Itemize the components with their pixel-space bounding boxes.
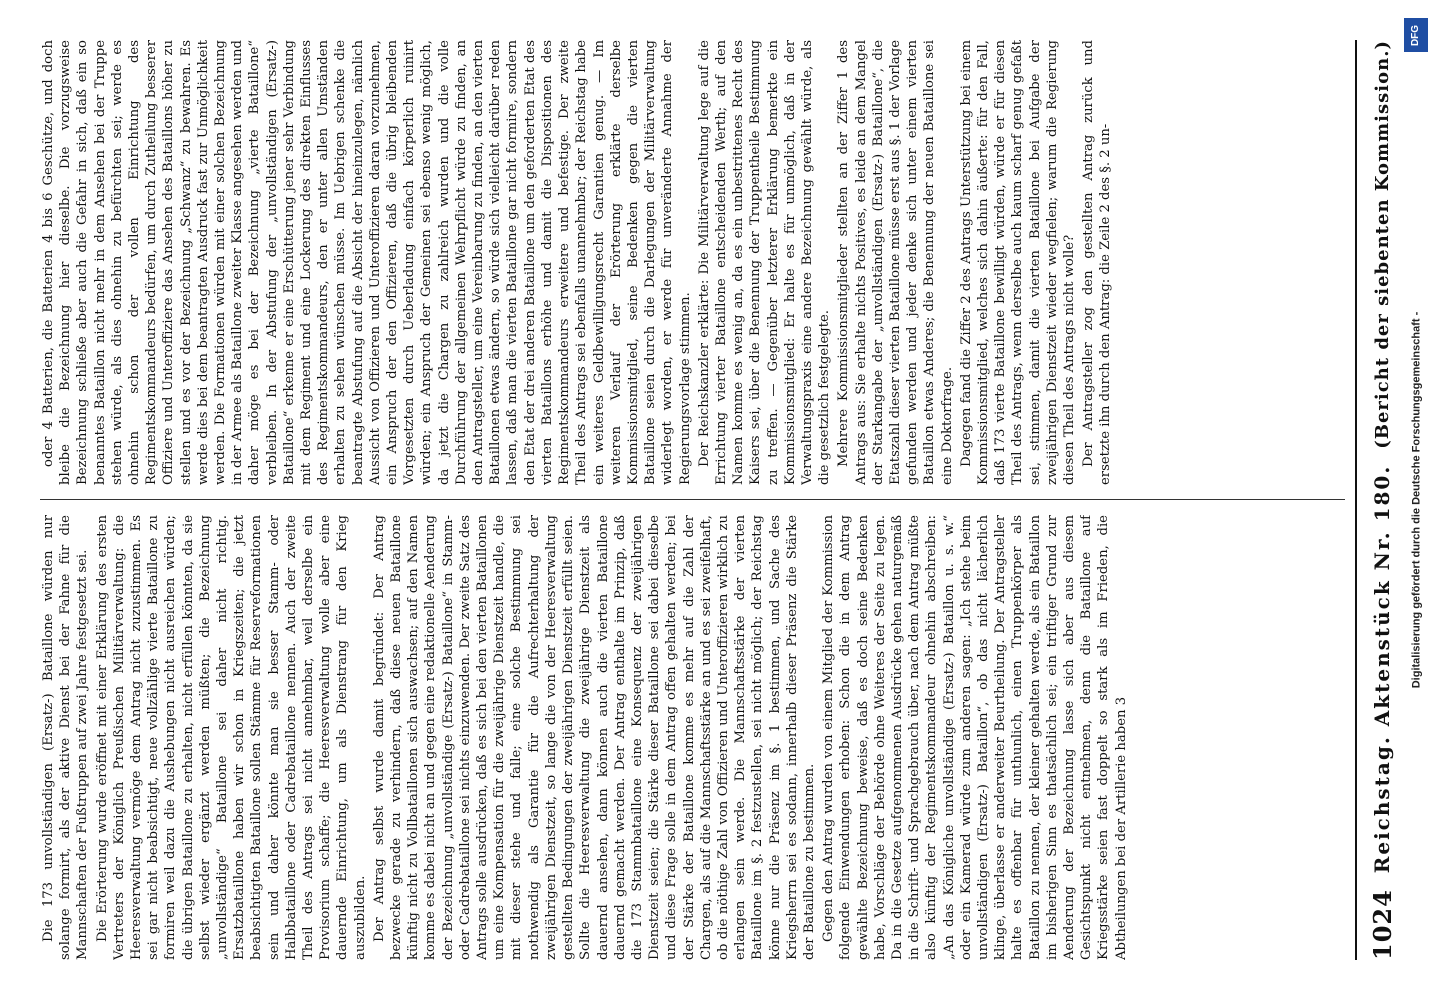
paragraph: Mehrere Kommissionsmitglieder stellten an der Ziffer 1 des Antrags aus: Sie erhalte nichts Positives, es leide an dem Mangel der Starkangabe der „unvollständigen (Ersatz-) Bataillone“, die Etatszahl dieser vierten Bataillone müsse erst aus §. 1 der Vorlage gefunden werden und jeder denke sich unter einem vierten Bataillon etwas Anderes; die Benennung der neuen Bataillone sei eine Doktorfrage. <box>836 40 955 485</box>
paragraph: Der Reichskanzler erklärte: Die Militärverwaltung lege auf die Errichtung vierter Bataillone entscheidenden Werth; auf den Namen komme es wenig an, da es ein unbestrittenes Recht des Kaisers sei, über die Benennung der Truppentheile Bestimmung zu treffen. — Gegenüber letzterer Erklärung bemerkte ein Kommissionsmitglied: Er halte es für unmöglich, daß in der Verwaltungspraxis eine andere Bezeichnung gewählt würde, als die gesetzlich festgelegte. <box>696 40 833 485</box>
page-header <box>1360 40 1404 960</box>
paragraph: Die Erörterung wurde eröffnet mit einer Erklärung des ersten Vertreters der Königlich Preußischen Militärverwaltung: die Heeresverwaltung vermöge dem Antrag nicht zuzustimmen. Es sei gar nicht beabsichtigt, neue vollzählige vierte Bataillone zu formiren weil dazu die Aushebungen nicht ausreichen würden; die übrigen Bataillone zu erhalten, nicht erfüllen könnten, da sie selbst wieder ergänzt werden müßten; die Bezeichnung „unvollständige“ Bataillone sei daher nicht richtig. Ersatzbataillone haben wir schon in Kriegszeiten; die jetzt beabsichtigten Bataillone sollen Stämme für Reserveformationen sein und daher könnte man sie besser Stamm- oder Halbbataillone oder Cadrebataillone nennen. Auch der zweite Theil des Antrags sei nicht annehmbar, weil derselbe ein Provisorium schaffe; die Heeresverwaltung wolle aber eine dauernde Einrichtung, um als Dienstrang für den Krieg auszubilden. <box>94 515 368 960</box>
digitization-credit <box>1405 180 1427 820</box>
paragraph: Die 173 unvollständigen (Ersatz-) Bataillone würden nur solange formirt, als der aktive Dienst bei der Fahne für die Mannschaften der Fußtruppen auf zwei Jahre festgesetzt sei. <box>41 515 91 960</box>
dfg-logo-text: DFG <box>1410 24 1422 46</box>
paragraph: Dagegen fand die Ziffer 2 des Antrags Unterstützung bei einem Kommissionsmitglied, welches sich dahin äußerte: für den Fall, daß 173 vierte Bataillone bewilligt würden, würde er für diesen Theil des Antrags, wenn derselbe auch kaum scharf genug gefaßt sei, stimmen, damit die vierten Bataillone bei Aufgabe der zweijährigen Dienstzeit wieder wegfielen; warum die Regierung diesen Theil des Antrags nicht wolle? <box>958 40 1077 485</box>
paragraph: oder 4 Batterien, die Batterien 4 bis 6 Geschütze, und doch bleibe die Bezeichnung hier dieselbe. Die vorzugsweise Bezeichnung schließe aber auch die Gefahr in sich, daß ein so benanntes Bataillon nicht mehr in dem Ansehen bei der Truppe stehen würde, als dies ohnehin zu befürchten sei; werde es ohnehin schon der vollen Einrichtung des Regimentskommandeurs bedürfen, um durch Zutheilung besserer Offiziere und Unteroffiziere das Ansehen des Bataillons höher zu stellen und es vor der Bezeichnung „Schwanz“ zu bewahren. Es werde dies bei dem beantragten Ausdruck fast zur Unmöglichkeit werden. Die Formationen würden mit einer solchen Bezeichnung in der Armee als Bataillone zweiter Klasse angesehen werden und daher möge es bei der Bezeichnung „vierte Bataillone“ verbleiben. In der Abstufung der „unvollständigen (Ersatz-) Bataillone“ erkenne er eine Erschütterung jener sehr Verbindung mit dem Regiment und eine Lockerung des direkten Einflusses des Regimentskommandeurs, den er unter allen Umständen erhalten zu sehen wünschen müsse. Im Uebrigen schenke die beantragte Abstufung auf die Absicht der hineinzulegen, nämlich Aussicht von Offizieren und Unteroffizieren daran vorzunehmen, ein Anspruch der den Offizieren, daß die übrig bleibenden Vorgesetzten durch Ueberladung einfach körperlich ruinirt würden; ein Anspruch der Gemeinen sei ebenso wenig möglich, da jetzt die Chargen zu zahlreich wurden und die volle Durchführung der allgemeinen Wehrpflicht würde zu finden, an den Antragsteller, um eine Vereinbarung zu finden, an den vierten Bataillonen etwas ändern, so würde sich vielleicht darüber reden lassen, daß man die vierten Bataillone gar nicht formire, sondern den Etat der drei anderen Bataillone um den geforderten Etat des vierten Bataillons erhöhe und damit die Dispositionen des Regimentskommandeurs erweitere und befestige. Der zweite Theil des Antrags sei ebenfalls unannehmbar; der Reichstag habe ein weiteres Geldbewilligungsrecht Garantien genug. — Im weiteren Verlauf der Erörterung erklärte derselbe Kommissionsmitglied, seine Bedenken gegen die vierten Bataillone seien durch die Darlegungen der Militärverwaltung widerlegt worden, er werde für unveränderte Annahme der Regierungsvorlage stimmen. <box>41 40 693 485</box>
left-column <box>40 515 1345 960</box>
column-separator <box>40 499 1345 500</box>
paragraph: Der Antrag selbst wurde damit begründet: Der Antrag bezwecke gerade zu verhindern, daß diese neuen Bataillone künftig nicht zu Vollbataillonen sich auswachsen; auf den Namen komme es dabei nicht an und gegen eine redaktionelle Aenderung der Bezeichnung „unvollständige (Ersatz-) Bataillone“ in Stamm- oder Cadrebataillone sei nichts einzuwenden. Der zweite Satz des Antrags solle ausdrücken, daß es sich bei den vierten Bataillonen um eine Kompensation für die zweijährige Dienstzeit handle, die mit dieser stehe und falle; eine solche Bestimmung sei nothwendig als Garantie für die Aufrechterhaltung der zweijährigen Dienstzeit, so lange die von der Heeresverwaltung gestellten Bedingungen der zweijährigen Dienstzeit erfüllt seien. Sollte die Heeresverwaltung die zweijährige Dienstzeit als dauernd ansehen, dann können auch die vierten Bataillone dauernd gemacht werden. Der Antrag enthalte im Prinzip, daß die 173 Stammbataillone eine Konsequenz der zweijährigen Dienstzeit seien; die Stärke dieser Bataillone sei dabei dieselbe und diese Frage solle in dem Antrag offen gehalten werden; bei der Stärke der Bataillone komme es mehr auf die Zahl der Chargen, als auf die Mannschaftsstärke an und es sei zweifelhaft, ob die nöthige Zahl von Offizieren und Unteroffizieren wirklich zu erlangen sein werde. Die Mannschaftsstärke der vierten Bataillone im §. 2 festzustellen, sei nicht möglich; der Reichstag könne nur die Präsenz im §. 1 bestimmen, und Sache des Kriegsherrn sei es sodann, innerhalb dieser Präsenz die Stärke der Bataillone zu bestimmen. <box>371 515 817 960</box>
right-column <box>40 40 1345 485</box>
page-number: 1024 <box>1367 889 1397 960</box>
text-columns <box>40 40 1345 960</box>
paragraph: Gegen den Antrag wurden von einem Mitglied der Kommission folgende Einwendungen erhoben: Schon die in dem Antrag gewählte Bezeichnung beweise, daß es doch seine Bedenken habe, Vorschläge der Behörde ohne Weiteres der Seite zu legen. Da in die Gesetze aufgenommenen Ausdrücke gehen naturgemäß in die Schrift- und Sprachgebrauch über, nach dem Antrag müßte also künftig der Regimentskommandeur ohnehin abschreiben: „An das Königliche unvollständige (Ersatz-) Bataillon u. s. w.“ oder ein Kamerad würde zum anderen sagen: „Ich stehe beim unvollständigen (Ersatz-) Bataillon“, ob das nicht lächerlich klinge, überlasse er anderweiter Beurtheilung. Der Antragsteller halte es offenbar für unthunlich, einen Truppenkörper als Bataillon zu nennen, der kleiner gehalten werde, als ein Bataillon im bisherigen Sinn es thatsächlich sei; ein triftiger Grund zur Aenderung der Bezeichnung lasse sich aber aus diesem Gesichtspunkt nicht entnehmen, denn die Bataillone auf Kriegsstärke seien fast doppelt so stark als im Frieden, die Abtheilungen bei der Artillerie haben 3 <box>821 515 1129 960</box>
dfg-logo <box>1404 18 1428 52</box>
header-rule <box>1355 40 1357 960</box>
paragraph: Der Antragsteller zog den gestellten Antrag zurück und ersetzte ihn durch den Antrag: die Zeile 2 des §. 2 un- <box>1081 40 1114 485</box>
credit-text: Digitalisierung gefördert durch die Deutsche Forschungsgemeinschaft - <box>1410 311 1423 689</box>
header-subtitle: (Bericht der siebenten Kommission.) <box>1371 40 1393 449</box>
header-title: Reichstag. Aktenstück Nr. 180. <box>1370 464 1394 874</box>
